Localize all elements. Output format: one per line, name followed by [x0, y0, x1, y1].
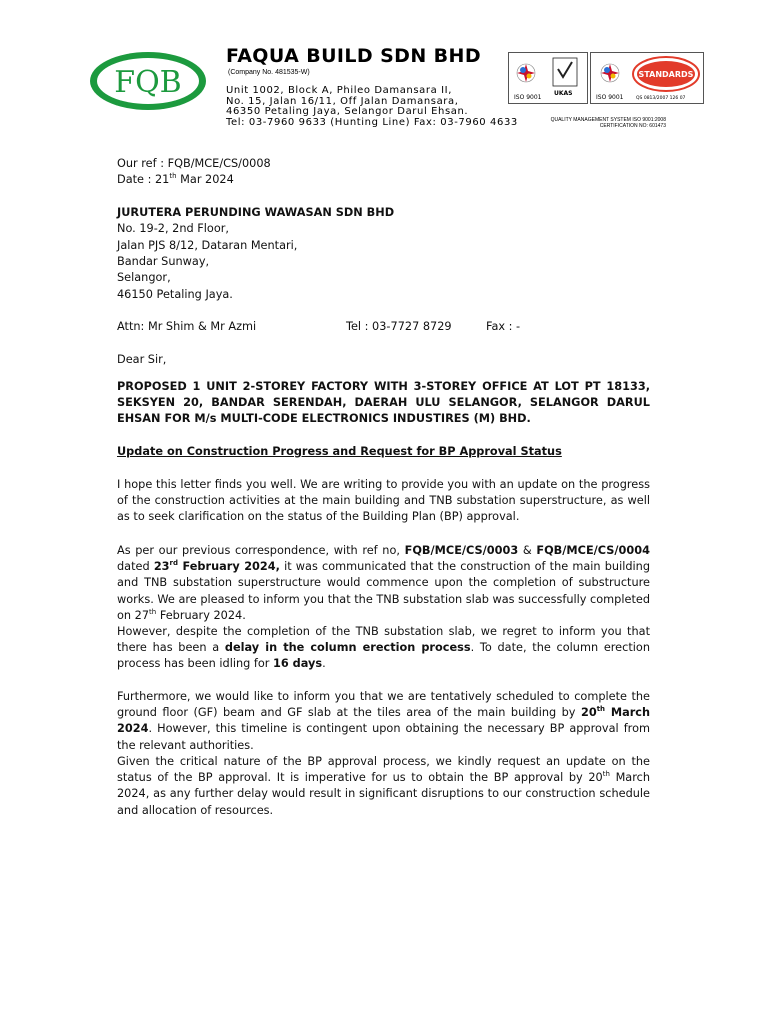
recipient-address-line: 46150 Petaling Jaya. — [117, 288, 233, 301]
recipient-address-line: Jalan PJS 8/12, Dataran Mentari, — [117, 239, 298, 252]
company-address — [226, 86, 518, 128]
letter-subject: Update on Construction Progress and Request for BP Approval Status — [117, 445, 562, 458]
our-reference: Our ref : FQB/MCE/CS/0008 — [117, 157, 271, 170]
address-line: Unit 1002, Block A, Phileo Damansara II, — [226, 85, 453, 96]
iso-ukas-badge-icon — [509, 53, 587, 103]
paragraph-schedule: Furthermore, we would like to inform you that we are tentatively scheduled to complete the ground floor (GF) beam and GF slab at the tiles area of the main building by 20th March 2024. However, this timeline is contingent upon obtaining the necessary BP approval from the relevant authorities. — [117, 690, 651, 752]
standards-badge-icon — [591, 53, 703, 103]
svg-text:QS 0813/2007 126 07: QS 0813/2007 126 07 — [636, 96, 686, 101]
certification-badge-iso-ukas — [508, 52, 588, 104]
company-number: (Company No. 481535-W) — [228, 69, 310, 76]
svg-text:ISO 9001: ISO 9001 — [596, 94, 624, 101]
recipient-address-line: No. 19-2, 2nd Floor, — [117, 222, 229, 235]
salutation: Dear Sir, — [117, 353, 167, 366]
svg-text:STANDARDS: STANDARDS — [638, 70, 694, 79]
svg-text:UKAS: UKAS — [554, 90, 573, 97]
company-logo — [88, 50, 208, 112]
letter-date: Date : 21th Mar 2024 — [117, 172, 234, 186]
certification-caption: QUALITY MANAGEMENT SYSTEM ISO 9001:2008 CERTIFICATION NO: 601473 — [550, 117, 666, 129]
attention-line: Attn: Mr Shim & Mr Azmi — [117, 320, 257, 333]
svg-text:ISO 9001: ISO 9001 — [514, 94, 542, 101]
contact-line: Tel: 03-7960 9633 (Hunting Line) Fax: 03-7960 4633 — [226, 116, 518, 128]
paragraph-intro: I hope this letter finds you well. We are writing to provide you with an update on the progress of the construction activities at the main building and TNB substation superstructure, as well as to seek clarification on the status of the Building Plan (BP) approval. — [117, 478, 650, 524]
recipient-fax: Fax : - — [486, 320, 521, 333]
recipient-tel: Tel : 03-7727 8729 — [346, 320, 452, 333]
paragraph-previous-correspondence: As per our previous correspondence, with ref no, FQB/MCE/CS/0003 & FQB/MCE/CS/0004 dated 23rd February 2024, it was communicated that the construction of the main building and TNB substation superstructure would commence upon the completion of substructure works. We are pleased to inform you that the TNB substation slab was successfully completed on 27th February 2024. — [117, 544, 650, 622]
project-title: PROPOSED 1 UNIT 2-STOREY FACTORY WITH 3-STOREY OFFICE AT LOT PT 18133, SEKSYEN 20, BANDAR SERENDAH, DAERAH ULU SELANGOR, SELANGOR DARUL EHSAN FOR M/s MULTI-CODE ELECTRONICS INDUSTIRES (M) BHD. — [117, 380, 650, 426]
recipient-address-line: Bandar Sunway, — [117, 255, 210, 268]
recipient-name: JURUTERA PERUNDING WAWASAN SDN BHD — [117, 206, 395, 219]
paragraph-request: Given the critical nature of the BP approval process, we kindly request an update on the status of the BP approval. It is imperative for us to obtain the BP approval by 20th March 2024, as any further delay would result in significant disruptions to our construction schedule and allocation of resources. — [117, 755, 650, 817]
recipient-address-line: Selangor, — [117, 271, 171, 284]
logo-text: FQB — [114, 65, 182, 100]
paragraph-delay: However, despite the completion of the TNB substation slab, we regret to inform you that there has been a delay in the column erection process. To date, the column erection process has been idling for 16 days. — [117, 625, 650, 671]
address-line: No. 15, Jalan 16/11, Off Jalan Damansara, — [226, 95, 459, 107]
address-line: 46350 Petaling Jaya, Selangor Darul Ehsan. — [226, 106, 469, 117]
company-name: FAQUA BUILD SDN BHD — [226, 45, 482, 67]
certification-badge-standards — [590, 52, 704, 104]
